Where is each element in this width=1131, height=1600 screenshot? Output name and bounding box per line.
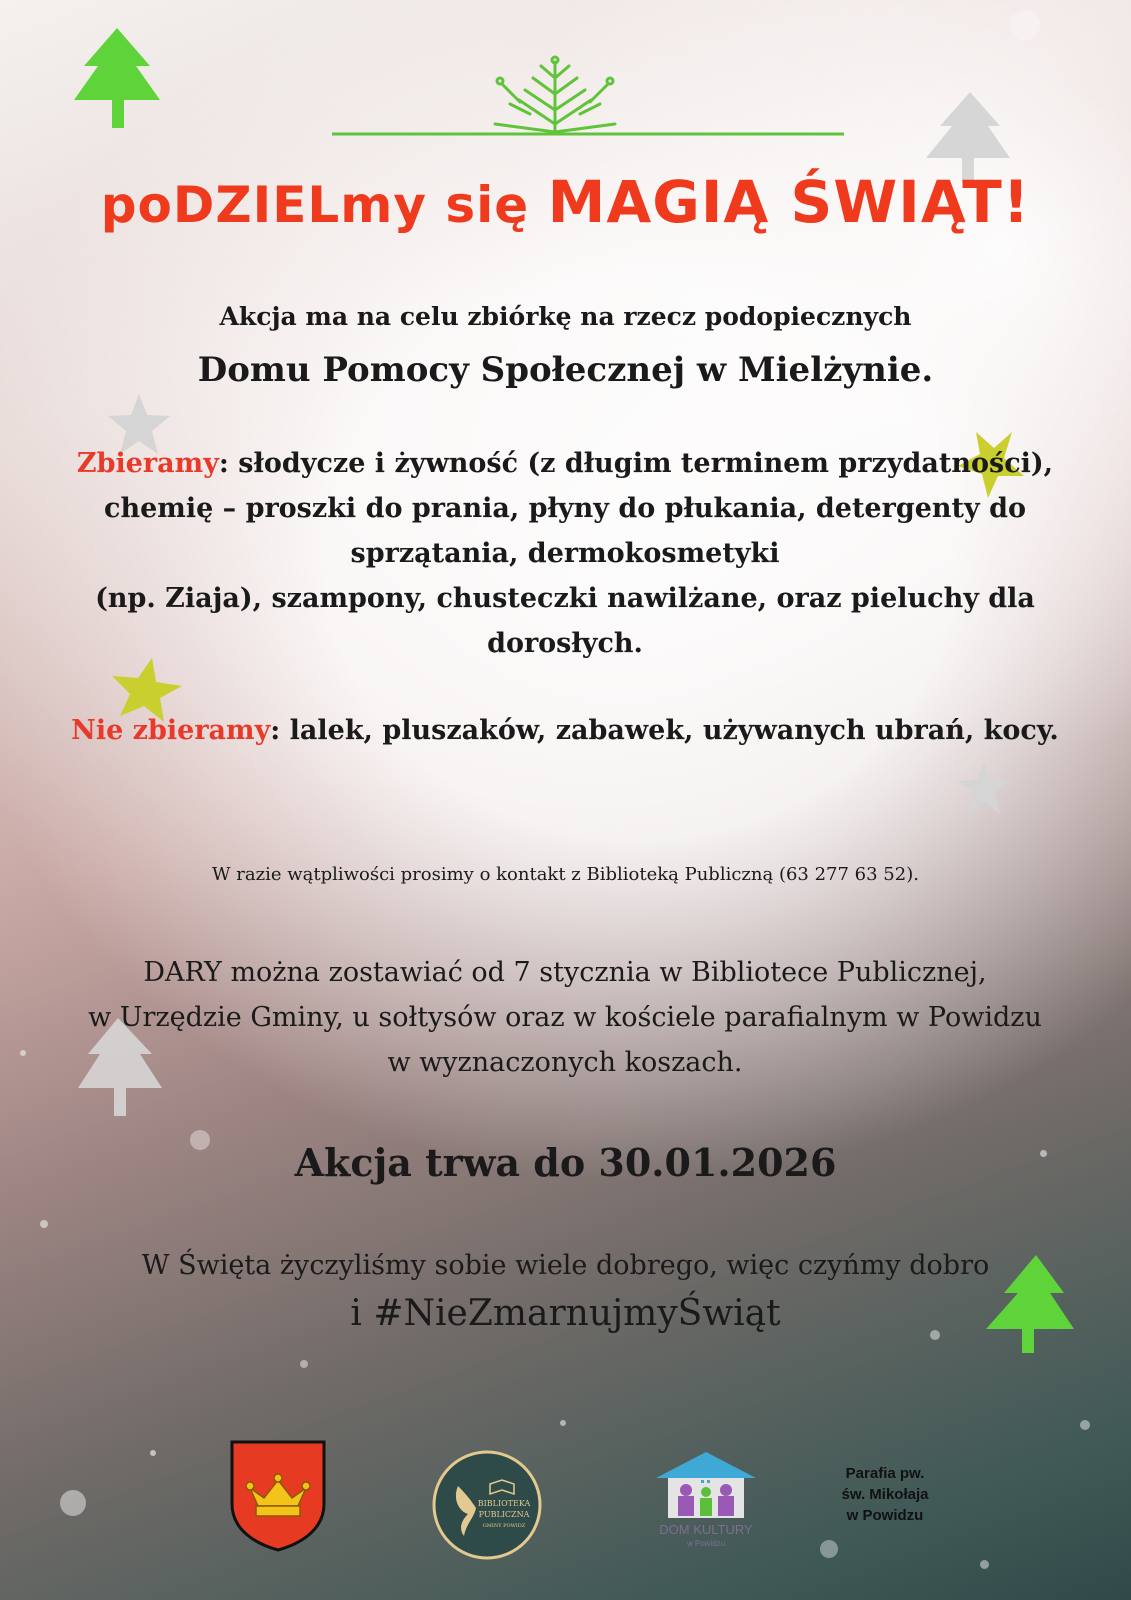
library-logo [432,1450,542,1560]
heading-part2: MAGIĄ ŚWIĄT! [547,168,1031,236]
library-logo-line3: GMINY POWIDZ [482,1523,526,1529]
intro-line2: Domu Pomocy Społecznej w Mielżynie. [197,350,934,390]
collect-line4: (np. Ziaja), szampony, chusteczki nawilżane, oraz pieluchy dla [95,583,1035,614]
collect-paragraph [60,441,1070,666]
wish-line1: W Święta życzyliśmy sobie wiele dobrego, więc czyńmy dobro [141,1250,990,1281]
contact-note: W razie wątpliwości prosimy o kontakt z Biblioteką Publiczną (63 277 63 52). [212,864,919,885]
culture-house-logo [646,1452,766,1552]
snowflake-branch-icon [330,54,846,138]
collect-line3: sprzątania, dermokosmetyki [350,538,780,569]
collect-label: Zbieramy [76,448,219,479]
coat-of-arms-crown-icon [230,1440,326,1552]
parish-line1: Parafia pw. [845,1465,925,1482]
collect-line2: chemię – proszki do prania, płyny do płukania, detergenty do [104,493,1026,524]
library-logo-line2: PUBLICZNA [478,1510,530,1519]
not-collect-paragraph [60,708,1070,753]
parish-label [820,1463,950,1526]
star-icon [958,762,1010,814]
parish-line3: w Powidzu [846,1507,924,1524]
deadline: Akcja trwa do 30.01.2026 [294,1140,837,1185]
christmas-tree-icon [72,28,162,132]
not-collect-text: : lalek, pluszaków, zabawek, używanych ubrań, kocy. [270,715,1059,746]
culture-logo-line1: DOM KULTURY [659,1522,753,1537]
house-icon [656,1452,756,1478]
hashtag: i #NieZmarnujmyŚwiąt [350,1293,781,1334]
heading-part1: poDZIELmy się [100,176,530,234]
dropoff-line2: w Urzędzie Gminy, u sołtysów oraz w kościele parafialnym w Powidzu [88,1002,1042,1033]
main-heading [0,168,1131,236]
library-logo-line1: BIBLIOTEKA [477,1499,531,1508]
dropoff-line3: w wyznaczonych koszach. [387,1047,743,1078]
collect-text1: : słodycze i żywność (z długim terminem przydatności), [218,448,1054,479]
not-collect-label: Nie zbieramy [71,715,271,746]
dropoff-line1: DARY można zostawiać od 7 stycznia w Bibliotece Publicznej, [143,957,987,988]
collect-line5: dorosłych. [487,628,643,659]
culture-logo-line2: w Powidzu [686,1539,726,1548]
intro-line1: Akcja ma na celu zbiórkę na rzecz podopiecznych [219,302,912,331]
dropoff-paragraph [30,950,1100,1085]
collect-line1 [60,441,1070,486]
parish-line2: św. Mikołaja [841,1486,929,1503]
